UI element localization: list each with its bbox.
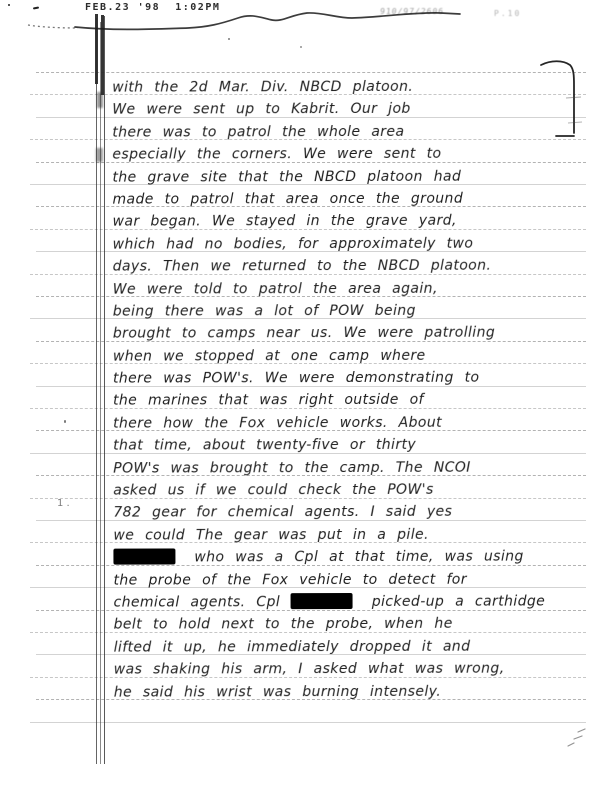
handwritten-line: lifted it up, he immediately dropped it and: [113, 638, 471, 656]
handwritten-line: days. Then we returned to the NBCD platoon.: [112, 257, 492, 275]
scan-artifact-squiggle: [20, 6, 480, 38]
margin-rule-line: [104, 16, 105, 764]
handwritten-line: We were sent up to Kabrit. Our job: [112, 101, 411, 119]
handwritten-line: POW's was brought to the camp. The NCOI: [113, 459, 471, 477]
margin-rule-line: [96, 18, 97, 764]
handwritten-line: when we stopped at one camp where: [112, 347, 426, 365]
handwritten-line: was shaking his arm, I asked what was wrong,: [113, 660, 505, 678]
redaction-box: [113, 549, 175, 565]
handwritten-line: made to patrol that area once the ground: [112, 190, 464, 208]
handwritten-line: that time, about twenty-five or thirty: [113, 437, 417, 454]
handwriting: [112, 75, 592, 703]
handwritten-line: asked us if we could check the POW's: [113, 481, 434, 499]
handwritten-line: the grave site that the NBCD platoon had: [112, 168, 462, 186]
scan-artifact-speck: [300, 46, 302, 48]
handwritten-line: 782 gear for chemical agents. I said yes: [113, 504, 453, 522]
handwritten-line: there was to patrol the whole area: [112, 123, 405, 141]
handwritten-line: there how the Fox vehicle works. About: [113, 414, 442, 432]
fax-page-marker: P.10: [494, 9, 522, 18]
scan-artifact-blotch: [97, 92, 103, 108]
ruled-line: [30, 722, 586, 723]
handwritten-line: We were told to patrol the area again,: [112, 280, 438, 298]
fax-number: 910/97/2606: [379, 7, 445, 16]
scan-artifact-mark-icon: [558, 724, 592, 754]
handwritten-line: the marines that was right outside of: [113, 392, 424, 410]
handwritten-line: he said his wrist was burning intensely.: [113, 683, 442, 701]
handwritten-line: which had no bodies, for approximately two: [112, 235, 474, 253]
margin-stray-mark: 1 .: [57, 498, 70, 509]
handwritten-line: brought to camps near us. We were patrolling: [112, 324, 496, 342]
handwritten-line: being there was a lot of POW being: [112, 302, 416, 320]
redaction-box: [291, 593, 353, 609]
scan-artifact-speck: [8, 4, 10, 6]
margin-rule-line: [100, 22, 101, 764]
scan-artifact-speck: [228, 38, 230, 40]
handwritten-line: there was POW's. We were demonstrating to: [112, 369, 480, 387]
fax-datetime: FEB.23 '98 1:02PM: [85, 2, 221, 13]
handwritten-line: especially the corners. We were sent to: [112, 145, 442, 163]
handwritten-line: chemical agents. Cpl picked-up a carthidge: [113, 593, 546, 611]
scan-artifact-speck: [64, 420, 66, 423]
scan-artifact-blotch: [96, 148, 103, 162]
handwritten-line: who was a Cpl at that time, was using: [113, 546, 591, 570]
handwritten-line: belt to hold next to the probe, when he: [113, 616, 453, 633]
handwritten-line: we could The gear was put in a pile.: [113, 526, 429, 544]
handwritten-line: with the 2d Mar. Div. NBCD platoon.: [112, 78, 414, 96]
handwritten-line: the probe of the Fox vehicle to detect for: [113, 571, 467, 589]
handwritten-line: war began. We stayed in the grave yard,: [112, 213, 457, 230]
ruled-line: [36, 72, 586, 73]
